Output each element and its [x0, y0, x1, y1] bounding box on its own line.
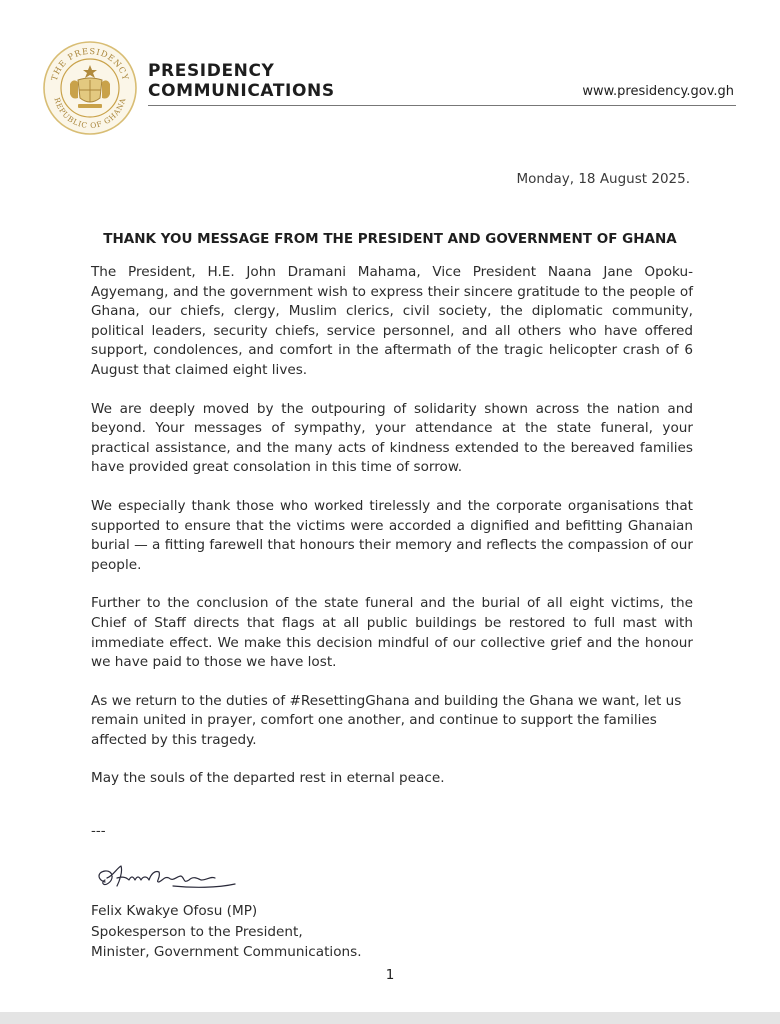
paragraph-3: We especially thank those who worked tirelessly and the corporate organisations that supported to ensure that the victims were accorded a dignified and befitting Ghanaian burial — a fitting farewell that honours their memory and reflects the compassion of our people.: [91, 497, 693, 573]
header-divider: [148, 105, 736, 106]
page-number: 1: [385, 967, 395, 983]
presidency-seal-icon: [42, 40, 138, 136]
handwritten-signature-icon: [93, 858, 243, 898]
separator: ---: [91, 823, 106, 839]
letter-date: Monday, 18 August 2025.: [516, 171, 690, 187]
paragraph-5: As we return to the duties of #ResettingGhana and building the Ghana we want, let us remain united in prayer, comfort one another, and continue to support the families affected by this tragedy.: [91, 692, 682, 748]
seal-text-bottom: REPUBLIC OF GHANA: [52, 96, 128, 131]
org-name-line1: PRESIDENCY: [148, 61, 275, 81]
signer-role-line1: Spokesperson to the President,: [91, 923, 303, 940]
signer-role-line2: Minister, Government Communications.: [91, 944, 362, 960]
organization-name: [148, 61, 335, 101]
seal-text-top: THE PRESIDENCY: [48, 45, 132, 82]
paragraph-1: The President, H.E. John Dramani Mahama, Vice President Naana Jane Opoku-Agyemang, and the government wish to express their sincere gratitude to the people of Ghana, our chiefs, clergy, Muslim clerics, civil society, the diplomatic community, political leaders, security chiefs, service personnel, and all others who have offered support, condolences, and comfort in the aftermath of the tragic helicopter crash of 6 August that claimed eight lives.: [91, 264, 693, 378]
paragraph-4: Further to the conclusion of the state funeral and the burial of all eight victims, the Chief of Staff directs that flags at all public buildings be restored to full mast with immediate effect. We make this decision mindful of our collective grief and the honour we have paid to those we have lost.: [91, 595, 693, 671]
org-name-line2: COMMUNICATIONS: [148, 81, 335, 101]
letter-body: [91, 263, 693, 808]
signer-name: Felix Kwakye Ofosu (MP): [91, 903, 258, 919]
viewer-bottom-strip: [0, 1012, 780, 1024]
paragraph-2: We are deeply moved by the outpouring of solidarity shown across the nation and beyond. Your messages of sympathy, your attendance at the state funeral, your practical assistance, and the many acts of kindness extended to the bereaved families have provided great consolation in this time of sorrow.: [91, 400, 693, 476]
letter-title: THANK YOU MESSAGE FROM THE PRESIDENT AND GOVERNMENT OF GHANA: [103, 231, 677, 247]
website-url: www.presidency.gov.gh: [582, 84, 734, 99]
signature-block: [91, 901, 362, 963]
paragraph-6: May the souls of the departed rest in eternal peace.: [91, 770, 445, 787]
